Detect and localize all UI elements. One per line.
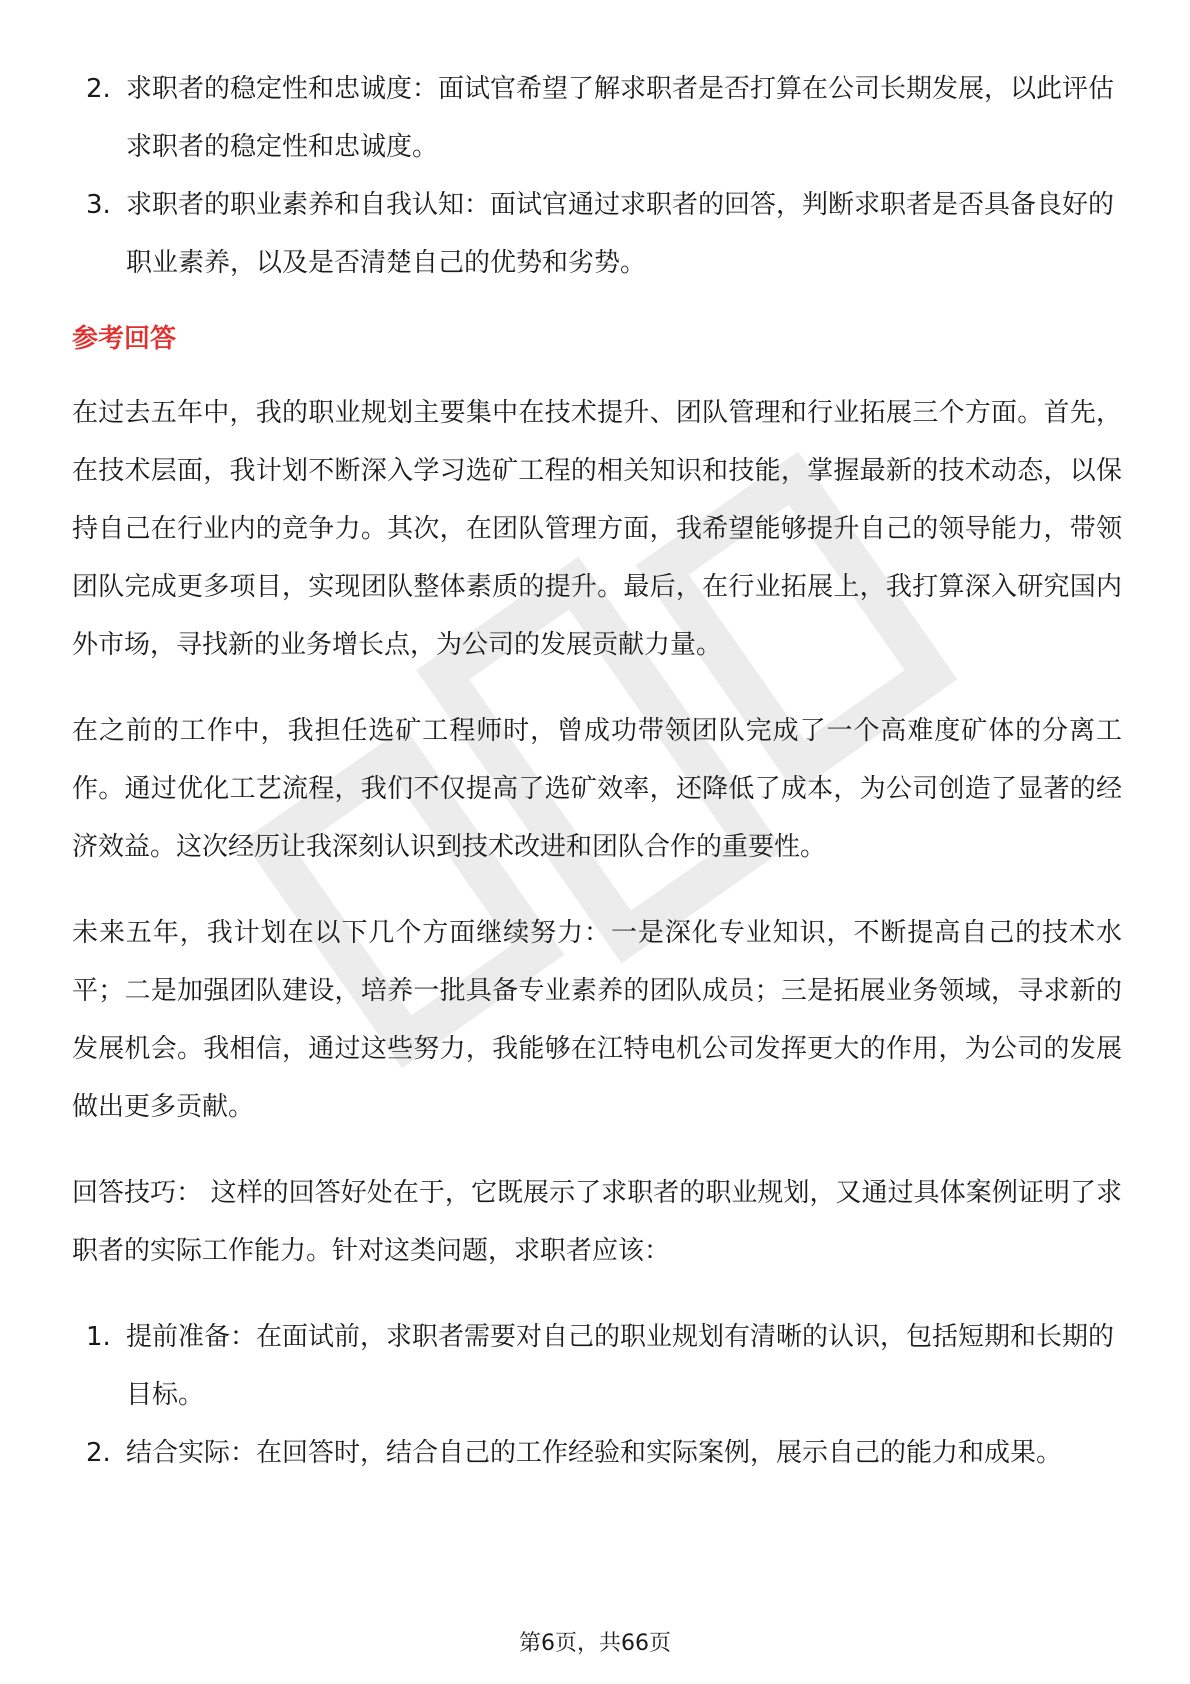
page-content	[72, 60, 1122, 1482]
list-number: 2.	[86, 1438, 111, 1468]
list-text: 提前准备：在面试前，求职者需要对自己的职业规划有清晰的认识，包括短期和长期的目标。	[126, 1322, 1115, 1410]
tips-paragraph: 回答技巧： 这样的回答好处在于，它既展示了求职者的职业规划，又通过具体案例证明了求职者的实际工作能力。针对这类问题，求职者应该：	[72, 1178, 1122, 1266]
section-title: 参考回答	[72, 324, 177, 354]
page-footer: 第6页，共66页	[519, 1631, 671, 1656]
criteria-list	[72, 60, 1122, 292]
list-item	[72, 60, 1122, 176]
list-item	[72, 1424, 1122, 1482]
list-number: 2.	[86, 74, 111, 104]
list-number: 1.	[86, 1322, 111, 1352]
list-text: 求职者的稳定性和忠诚度：面试官希望了解求职者是否打算在公司长期发展，以此评估求职者的稳定性和忠诚度。	[126, 74, 1115, 162]
answer-paragraph: 在过去五年中，我的职业规划主要集中在技术提升、团队管理和行业拓展三个方面。首先，在技术层面，我计划不断深入学习选矿工程的相关知识和技能，掌握最新的技术动态，以保持自己在行业内的竞争力。其次，在团队管理方面，我希望能够提升自己的领导能力，带领团队完成更多项目，实现团队整体素质的提升。最后，在行业拓展上，我打算深入研究国内外市场，寻找新的业务增长点，为公司的发展贡献力量。	[72, 398, 1122, 660]
list-number: 3.	[86, 190, 111, 220]
list-item	[72, 176, 1122, 292]
list-text: 结合实际：在回答时，结合自己的工作经验和实际案例，展示自己的能力和成果。	[126, 1438, 1063, 1468]
answer-paragraph: 未来五年，我计划在以下几个方面继续努力：一是深化专业知识，不断提高自己的技术水平；二是加强团队建设，培养一批具备专业素养的团队成员；三是拓展业务领域，寻求新的发展机会。我相信，通过这些努力，我能够在江特电机公司发挥更大的作用，为公司的发展做出更多贡献。	[72, 918, 1122, 1122]
tips-list	[72, 1308, 1122, 1482]
answer-paragraph: 在之前的工作中，我担任选矿工程师时，曾成功带领团队完成了一个高难度矿体的分离工作。通过优化工艺流程，我们不仅提高了选矿效率，还降低了成本，为公司创造了显著的经济效益。这次经历让我深刻认识到技术改进和团队合作的重要性。	[72, 716, 1122, 862]
list-text: 求职者的职业素养和自我认知：面试官通过求职者的回答，判断求职者是否具备良好的职业素养，以及是否清楚自己的优势和劣势。	[126, 190, 1115, 278]
list-item	[72, 1308, 1122, 1424]
